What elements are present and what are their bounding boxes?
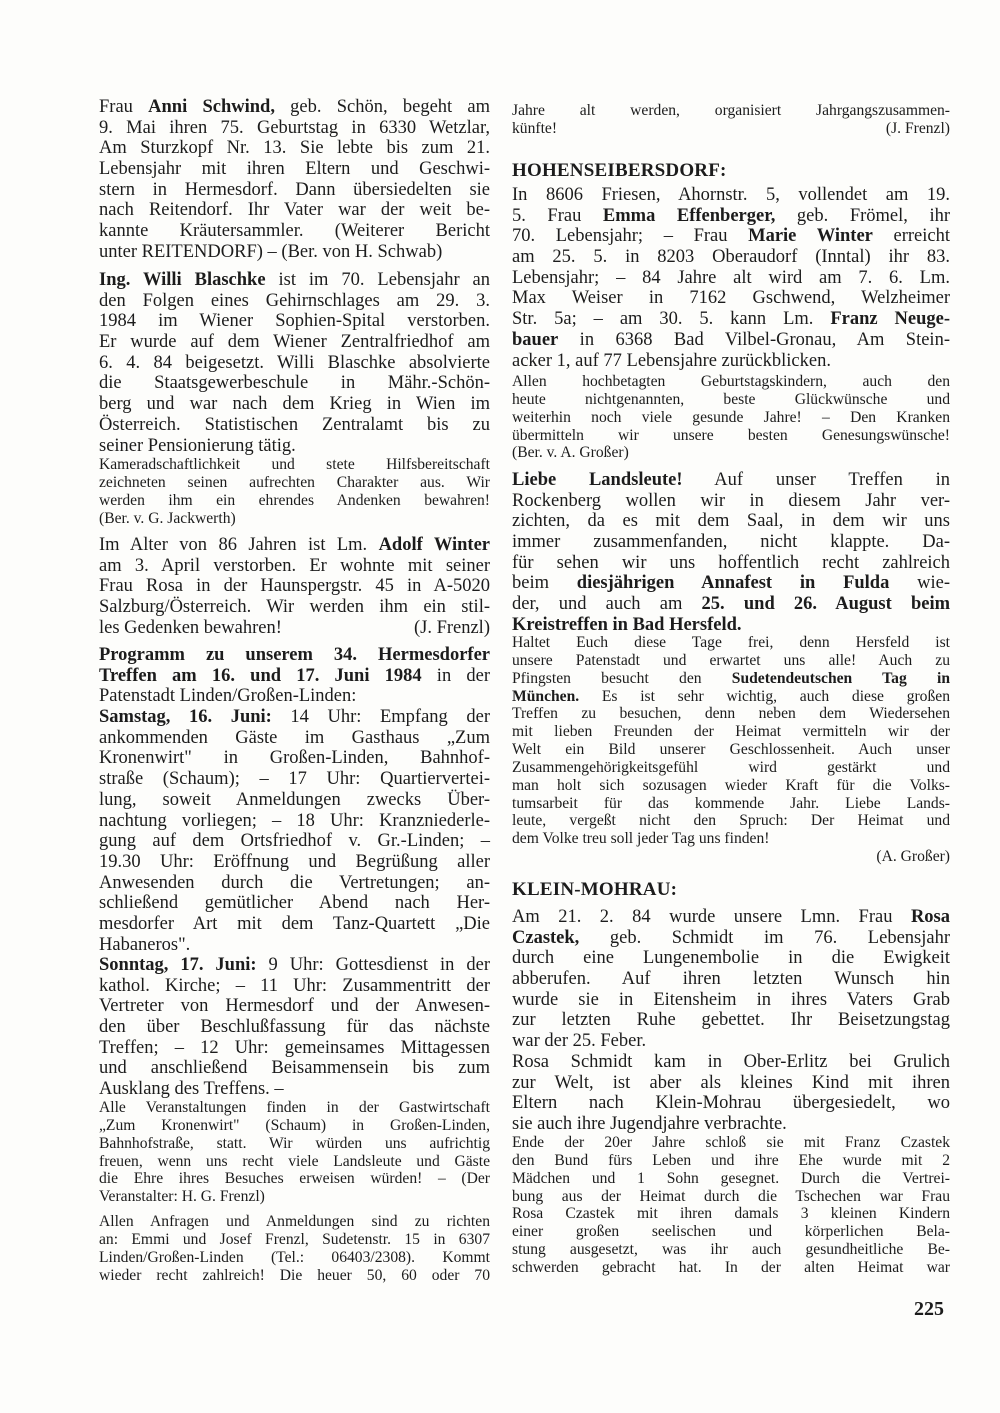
text-line [512,573,950,594]
attribution [876,848,950,866]
text: freuen, wenn uns recht viele Landsleute und Gäste [99,1152,490,1170]
text-line [512,615,950,636]
text-line [99,1213,490,1231]
text: Welt ein Bild unserer Geschlossenheit. Auch unser [512,741,950,759]
text: Auf unser Treffen in [682,470,950,490]
bold-text: bauer [512,329,559,350]
text: les Gedenken bewahren! [99,617,282,638]
text-line [512,1188,950,1206]
text-line [512,652,950,670]
text-line [512,532,950,553]
text: 9. Mai ihren 75. Geburtstag in 6330 Wetzlar, [99,117,490,138]
text: schließend gemütlicher Abend nach Her- [99,893,490,914]
text: durch eine Lungenembolie in die Ewigkeit [512,948,950,969]
text-line [99,996,490,1017]
text: Vertreter von Hermesdorf und der Anwesen- [99,996,490,1017]
text-line [99,1135,490,1153]
text: in 6368 Bad Vilbel-Gronau, Am Stein- [558,329,950,350]
text: stern in Hermesdorf. Dann übersiedelten sie [99,179,490,200]
text-line [512,812,950,830]
text: nachtung vorliegen; – 18 Uhr: Kranzniederle- [99,810,490,831]
text-line [512,1073,950,1094]
text-line [99,456,490,474]
text-line [512,741,950,759]
text-line [512,1152,950,1170]
text: 5. Frau [512,205,603,226]
text-line [99,373,490,394]
section-heading-klein-mohrau: KLEIN-MOHRAU: [512,879,678,900]
text: 9 Uhr: Gottesdienst in der [256,955,490,975]
text-line [512,1010,950,1031]
text: Ende der 20er Jahre schloß sie mit Franz Czastek [512,1134,950,1151]
text: Kameradschaftlichkeit und stete Hilfsbereitschaft [99,456,490,473]
text-line [512,391,950,409]
text-line [99,769,490,790]
text-line [512,185,950,206]
text-line [99,707,490,728]
text-line [99,811,490,832]
text: wurde sie in Eitensheim in ihres Vaters Grab [512,989,950,1010]
text-line [99,666,490,687]
text: einer großen seelischen und körperlichen Bela- [512,1223,950,1241]
text: mit lieben Freunden der Heimat vermitteln wir der [512,723,950,741]
text-line [512,1205,950,1223]
text: Frau Rosa in der Haunspergstr. 45 in A-5020 [99,576,490,597]
text: die Ehre ihres Besuches erweisen würden! – (Der [99,1170,490,1188]
text: Veranstalter: H. G. Frenzl) [99,1188,265,1206]
text-line [512,848,950,866]
text-line [512,226,950,247]
section-heading-hohenseibersdorf: HOHENSEIBERSDORF: [512,160,727,181]
bold-text: München. [512,687,580,705]
text: Es ist sehr wichtig, auch diese großen [579,687,950,705]
text: kannte Kräutersammler. (Weiterer Bericht [99,221,490,242]
text-line [99,935,490,956]
text-line [99,831,490,852]
text-line [512,948,950,969]
text: 6. 4. 84 beigesetzt. Willi Blaschke absolvierte [99,352,490,373]
text-line [99,242,490,263]
text-line [512,705,950,723]
text-line [99,221,490,242]
text: In 8606 Friesen, Ahornstr. 5, vollendet am 19. [512,185,950,205]
bold-text: Czastek, [512,927,580,948]
paragraph [512,1134,950,1277]
text-line [99,852,490,873]
text: unter REITENDORF) – (Ber. von H. Schwab) [99,241,443,262]
text-line [512,427,950,445]
text: bung aus der Heimat durch die Tschechen war Frau [512,1187,950,1205]
text-line [512,1223,950,1241]
text: Haltet Euch diese Tage frei, denn Hersfeld ist [512,634,950,651]
text-line [512,247,950,268]
text-line [99,1231,490,1249]
text: stung ausgesetzt, was ihr auch gesundheitliche Be- [512,1241,950,1259]
text: zeichneten seinen aufrechten Charakter aus. Wir [99,473,490,491]
text: Rockenberg wollen wir in diesem Jahr ver- [512,490,950,511]
text: Anwesenden durch die Vertretungen; an- [99,872,490,893]
text: an: Emmi und Josef Frenzl, Sudetenstr. 15 in 6307 [99,1230,490,1248]
paragraph [99,1213,490,1284]
paragraph [512,634,950,866]
text: Ausklang des Treffens. – [99,1079,284,1100]
paragraph [99,456,490,527]
paragraph [512,373,950,462]
text-line [99,748,490,769]
text: Linden/Großen-Linden (Tel.: 06403/2308). Kommt [99,1248,490,1266]
text: künfte! [512,119,558,137]
text: der, und auch am [512,594,702,615]
text: am 3. April verstorben. Er wohnte mit seiner [99,555,490,576]
text: Salzburg/Österreich. Wir werden ihm ein stil- [99,597,490,618]
text-line [512,470,950,491]
text-line [99,180,490,201]
text-line [512,491,950,512]
text: mesdorfer Art mit dem Tanz-Quartett „Die [99,913,490,934]
paragraph [512,1052,950,1135]
text-line [512,1052,950,1073]
text-line [512,1114,950,1135]
text-line [512,444,950,462]
text-line [99,1017,490,1038]
bold-text: Marie Winter [748,226,873,247]
text-line [99,1099,490,1117]
text: Alle Veranstaltungen finden in der Gastwirtschaft [99,1099,490,1116]
text-line [512,288,950,309]
text: Allen Anfragen und Anmeldungen sind zu richten [99,1213,490,1230]
bold-text: diesjährigen Annafest in Fulda [576,573,890,594]
text: acker 1, auf 77 Lebensjahre zurückblicken. [512,350,831,371]
text: sie auch ihre Jugendjahre verbrachte. [512,1114,787,1135]
text: den Folgen eines Gehirnschlages am 29. 3. [99,290,490,311]
text-line [99,97,490,118]
text: abberufen. Auf ihren letzten Wunsch hin [512,969,950,990]
text-line [512,330,950,351]
text-line [512,1241,950,1259]
paragraph [99,1099,490,1206]
text: berg und war nach dem Krieg in Wien im [99,394,490,415]
bold-text: Sonntag, 17. Juni: [99,955,257,975]
text: Pfingsten besucht den [512,669,732,687]
text: den über Beschlußfassung für das nächste [99,1017,490,1038]
text: Rosa Czastek mit ihren damals 3 kleinen Kindern [512,1205,950,1223]
text-line [512,1170,950,1188]
text: Bahnhofstraße, statt. Wir würden uns aufrichtig [99,1134,490,1152]
paragraph [99,645,490,955]
text: übermitteln wir unsere besten Genesungswünsche! [512,426,950,444]
bold-text: Ing. Willi Blaschke [99,270,266,290]
text: heute nichtgenannten, beste Glückwünsche und [512,390,950,408]
paragraph [512,470,950,636]
text-line [512,777,950,795]
text: Am 21. 2. 84 wurde unsere Lmn. Frau [512,907,911,927]
paragraph [99,97,490,263]
bold-text: Samstag, 16. Juni: [99,707,272,728]
text: unsere Patenstadt und erwartet uns alle! Auch zu [512,651,950,669]
text: immer zusammenfanden, nicht klappte. Da- [512,532,950,553]
paragraph [512,907,950,1052]
text: werden ihm ein ehrendes Andenken bewahren! [99,491,490,509]
text-line [99,686,490,707]
text-line [99,1038,490,1059]
text: dem Volke treu soll jeder Tag uns finden! [512,830,770,848]
text-line [99,138,490,159]
bold-text: Franz Neuge- [830,309,950,330]
bold-text: Rosa [910,907,950,927]
text-line [99,118,490,139]
text-line [99,1170,490,1188]
text: man holt sich sozusagen wieder Kraft für die Volks- [512,776,950,794]
text: Lebensjahr mit ihren Eltern und Geschwi- [99,159,490,180]
text-line [99,728,490,749]
text: tumsarbeit für das kommende Jahr. Liebe Lands- [512,794,950,812]
text: zichten, da es mit dem Saal, in dem wir uns [512,511,950,532]
text: (A. Großer) [876,848,950,866]
text-line [99,436,490,457]
text: geb. Schön, begeht am [274,97,490,117]
text: Patenstadt Linden/Großen-Linden: [99,686,357,707]
text-line [99,790,490,811]
text: 70. Lebensjahr; – Frau [512,226,749,247]
text-line [99,556,490,577]
text-line [99,492,490,510]
text-line [99,415,490,436]
text: zur letzten Ruhe gebettet. Ihr Beisetzungstag [512,1010,950,1031]
text: kathol. Kirche; – 11 Uhr: Zusammentritt der [99,975,490,996]
text: seiner Pensionierung tätig. [99,435,296,456]
text: zur Welt, ist aber als kleines Kind mit ihren [512,1072,950,1093]
text-line [512,795,950,813]
text: 1984 im Wiener Sophien-Spital verstorben. [99,311,490,332]
text-line [99,270,490,291]
text-line [99,291,490,312]
attribution [414,618,490,639]
text: ankommenden Gäste im Gasthaus „Zum [99,727,490,748]
text-line [512,373,950,391]
text: Er wurde auf dem Wiener Zentralfriedhof am [99,332,490,353]
text: beim [512,573,577,594]
bold-text: 25. und 26. August beim [701,594,950,615]
text: die Staatsgewerbeschule in Mähr.-Schön- [99,373,490,394]
text-line [512,830,950,848]
bold-text: Sudetendeutschen Tag in [731,669,950,687]
text-line [99,1079,490,1100]
attribution [886,120,950,138]
text: (Ber. v. A. Großer) [512,444,629,462]
text: für sehen wir uns hoffentlich recht zahlreich [512,552,950,573]
text: Lebensjahr; – 84 Jahre alt wird am 7. 6. Lm. [512,267,950,288]
text: Allen hochbetagten Geburtstagskindern, auch den [512,373,950,390]
text: erreicht [872,226,950,247]
text-line [99,976,490,997]
text: Am Sturzkopf Nr. 13. Sie lebte bis zum 21. [99,138,490,159]
text-line [512,1093,950,1114]
text-line [512,759,950,777]
text-line [512,688,950,706]
text: lung, soweit Anmeldungen zwecks Über- [99,789,490,810]
page-number: 225 [914,1298,944,1320]
bold-text: Kreistreffen in Bad Hersfeld. [512,614,742,635]
text: geb. Schmidt im 76. Lebensjahr [579,927,950,948]
text-line [512,990,950,1011]
text: den Bund fürs Leben und ihre Ehe wurde mit 2 [512,1151,950,1169]
text-line [512,1259,950,1277]
text: Jahre alt werden, organisiert Jahrgangszusammen- [512,102,950,119]
text-line [512,928,950,949]
text: ist im 70. Lebensjahr an [265,270,491,290]
bold-text: Programm zu unserem 34. Hermesdorfer [99,645,490,665]
text-line [512,723,950,741]
text: (Ber. v. G. Jackwerth) [99,509,236,527]
text-line [512,206,950,227]
text-line [99,311,490,332]
text-line [512,553,950,574]
text-line [512,268,950,289]
text: Treffen zu besuchen, denn neben dem Wiedersehen [512,705,950,723]
text: war der 25. Feber. [512,1031,647,1052]
paragraph [99,535,490,638]
text-line [99,535,490,556]
text: nach Reitendorf. Ihr Vater war der weit be- [99,200,490,221]
text: Zusammengehörigkeitsgefühl wird gestärkt und [512,758,950,776]
text-line [99,1058,490,1079]
text: Österreich. Statistischen Zentralamt bis zu [99,414,490,435]
text-line [512,670,950,688]
text: leute, vergeßt nicht den Spruch: Der Heimat und [512,812,950,830]
text: Eltern nach Klein-Mohrau übergesiedelt, wo [512,1093,950,1114]
text-line [99,645,490,666]
text: Frau [99,97,149,117]
paragraph [512,185,950,371]
text-line [512,120,950,138]
text-line [512,102,950,120]
bold-text: Liebe Landsleute! [512,470,683,490]
text-line [512,1031,950,1052]
text-line [99,1117,490,1135]
text-line [99,873,490,894]
text-line [99,353,490,374]
text-line [512,309,950,330]
text-line [99,159,490,180]
text: Treffen; – 12 Uhr: gemeinsames Mittagessen [99,1037,490,1058]
text-line [512,907,950,928]
paragraph [99,955,490,1100]
text-line [99,1249,490,1267]
text: in der [421,665,490,686]
text: Habaneros". [99,934,191,955]
text-line [99,200,490,221]
text: straße (Schaum); – 17 Uhr: Quartiervertei- [99,769,490,790]
text: Im Alter von 86 Jahren ist Lm. [99,535,379,555]
text: Kronenwirt" in Großen-Linden, Bahnhof- [99,748,490,769]
text: 19.30 Uhr: Eröffnung und Begrüßung aller [99,851,490,872]
bold-text: Adolf Winter [378,535,490,555]
text: gung auf dem Ortsfriedhof v. Gr.-Linden; – [99,831,490,852]
text: Str. 5a; – am 30. 5. kann Lm. [512,309,831,330]
text-line [99,576,490,597]
text-line [512,351,950,372]
text: Rosa Schmidt kam in Ober-Erlitz bei Grulich [512,1052,950,1072]
text-line [512,634,950,652]
text: Max Weiser in 7162 Gschwend, Welzheimer [512,288,950,309]
bold-text: Emma Effenberger, [602,205,776,226]
text-line [512,409,950,427]
text-line [99,394,490,415]
text-line [99,1188,490,1206]
text: schwerden gebracht hat. In der alten Heimat war [512,1258,950,1276]
text-line [99,893,490,914]
text: und anschließend Beisammensein bis zum [99,1058,490,1079]
text: weiterhin noch viele gesunde Jahre! – Den Kranken [512,408,950,426]
text-line [99,332,490,353]
text-line [99,1153,490,1171]
text: wieder recht zahlreich! Die heuer 50, 60 oder 70 [99,1266,490,1284]
text-line [99,510,490,528]
text-line [99,597,490,618]
text-line [512,511,950,532]
paragraph [512,102,950,138]
text: 14 Uhr: Empfang der [271,707,490,728]
text: geb. Frömel, ihr [775,205,950,226]
bold-text: Treffen am 16. und 17. Juni 1984 [99,665,422,686]
text: am 25. 5. in 8203 Oberaudorf (Inntal) ihr 83. [512,247,950,268]
text-line [99,474,490,492]
text-line [512,1134,950,1152]
text-line [512,594,950,615]
bold-text: Anni Schwind, [148,97,275,117]
text-line [99,618,490,639]
text: „Zum Kronenwirt" (Schaum) in Großen-Linden, [99,1116,490,1134]
text-line [512,969,950,990]
text: wie- [889,573,950,594]
text: (J. Frenzl) [413,617,490,638]
text: Mädchen und 1 Sohn gesegnet. Durch die Vertrei- [512,1169,950,1187]
text-line [99,1267,490,1285]
text-line [99,955,490,976]
text-line [99,914,490,935]
text: (J. Frenzl) [885,119,950,137]
paragraph [99,270,490,456]
